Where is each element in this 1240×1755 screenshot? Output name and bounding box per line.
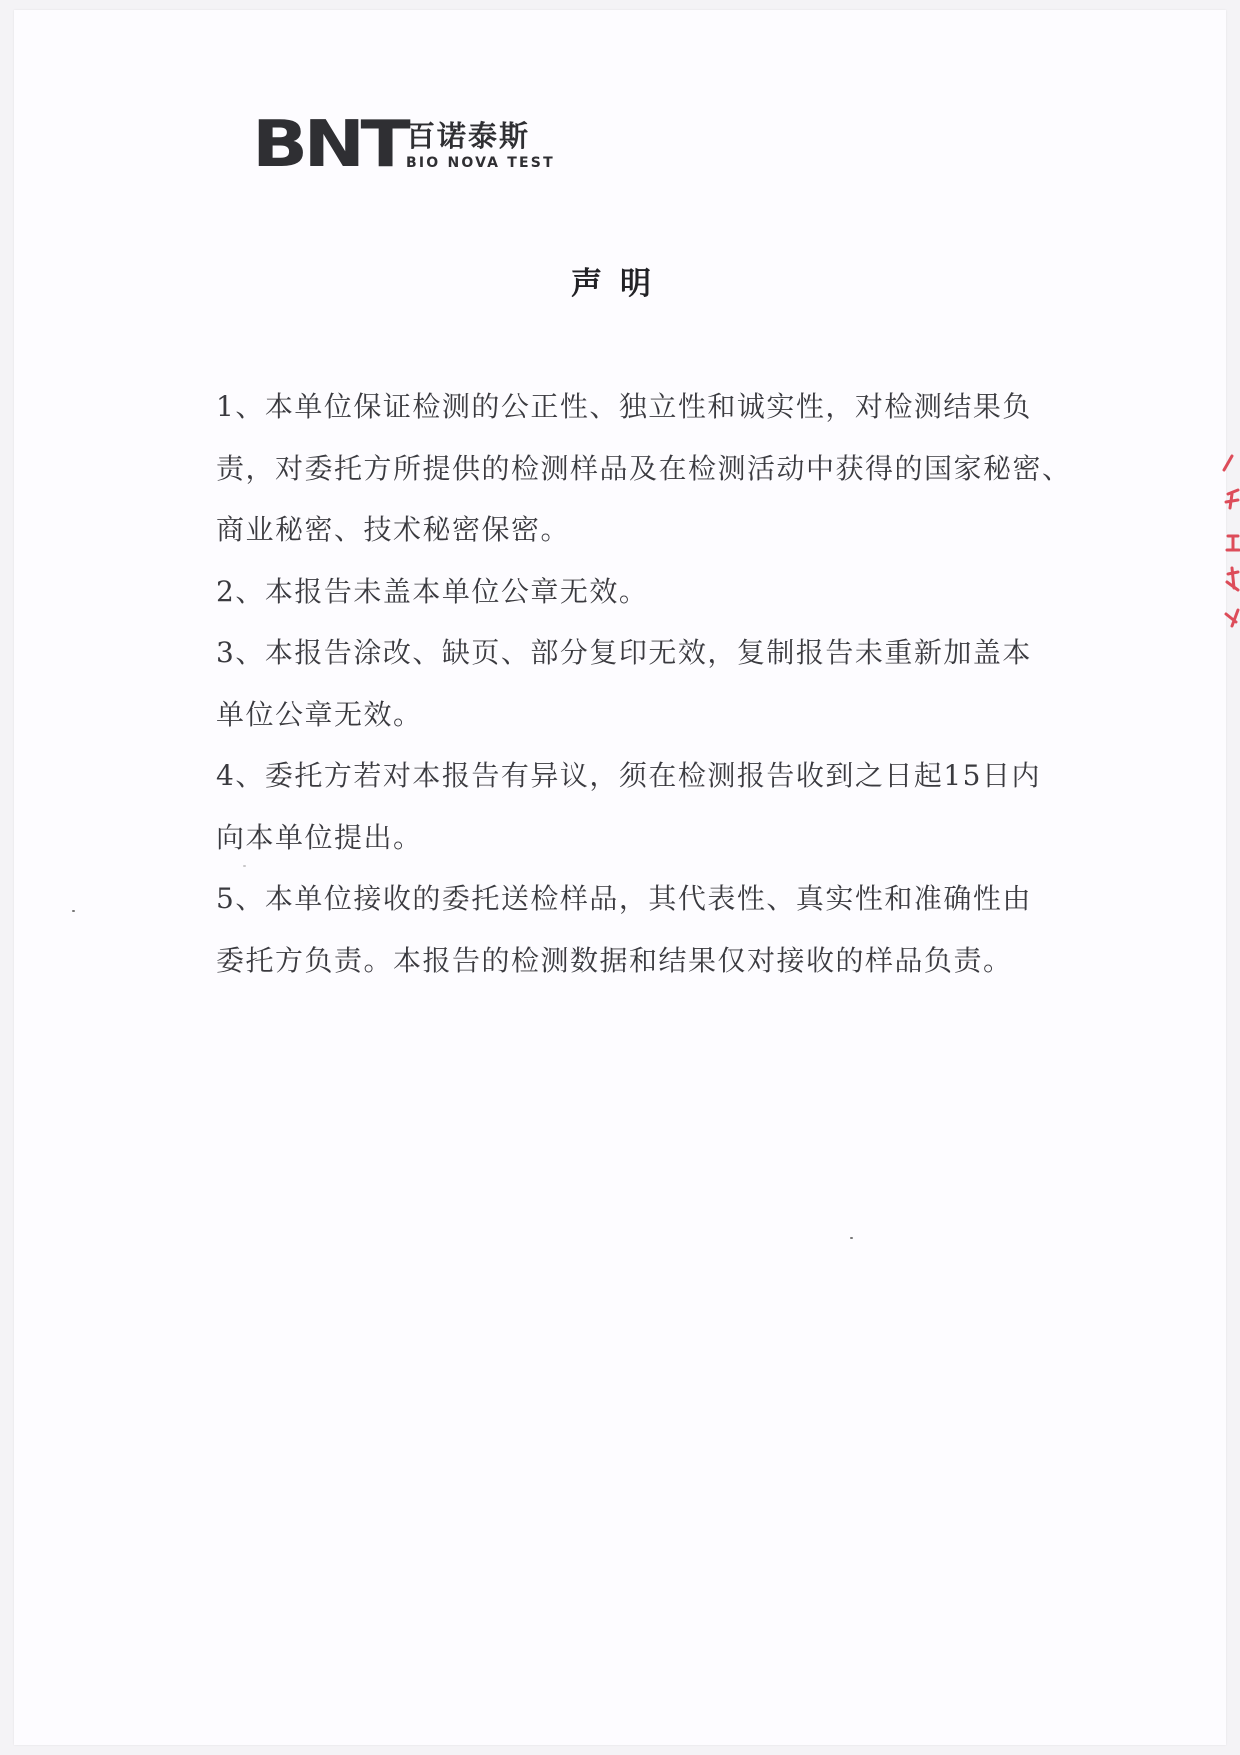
clause-2 bbox=[216, 561, 1076, 623]
clause-line: 1、本单位保证检测的公正性、独立性和诚实性，对检测结果负 bbox=[216, 390, 1032, 423]
scan-speck bbox=[243, 865, 246, 867]
scan-speck bbox=[72, 910, 75, 912]
clause-line: 向本单位提出。 bbox=[216, 820, 423, 854]
clause-line: 2、本报告未盖本单位公章无效。 bbox=[216, 574, 649, 608]
scan-speck bbox=[850, 1237, 853, 1239]
logo-english-name: BIO NOVA TEST bbox=[406, 155, 555, 171]
clause-5 bbox=[216, 868, 1076, 991]
clause-3 bbox=[216, 622, 1076, 745]
clause-line: 委托方负责。本报告的检测数据和结果仅对接收的样品负责。 bbox=[216, 943, 1013, 977]
clause-line: 5、本单位接收的委托送检样品，其代表性、真实性和准确性由 bbox=[216, 882, 1032, 915]
logo-text bbox=[406, 120, 555, 172]
clause-line: 单位公章无效。 bbox=[216, 697, 423, 731]
clause-line: 商业秘密、技术秘密保密。 bbox=[216, 513, 571, 546]
clause-line: 3、本报告涂改、缺页、部分复印无效，复制报告未重新加盖本 bbox=[216, 636, 1032, 669]
logo-chinese-name: 百诺泰斯 bbox=[406, 119, 531, 153]
statement-body bbox=[216, 376, 1076, 991]
clause-4 bbox=[216, 745, 1076, 868]
page-title: 声明 bbox=[571, 266, 669, 302]
company-logo bbox=[252, 108, 555, 182]
clause-1 bbox=[216, 376, 1076, 561]
clause-line: 责，对委托方所提供的检测样品及在检测活动中获得的国家秘密、 bbox=[216, 451, 1072, 485]
seal-fragment-icon bbox=[1210, 450, 1240, 650]
logo-mark: BNT bbox=[252, 108, 407, 182]
clause-line: 4、委托方若对本报告有异议，须在检测报告收到之日起15日内 bbox=[216, 759, 1041, 792]
